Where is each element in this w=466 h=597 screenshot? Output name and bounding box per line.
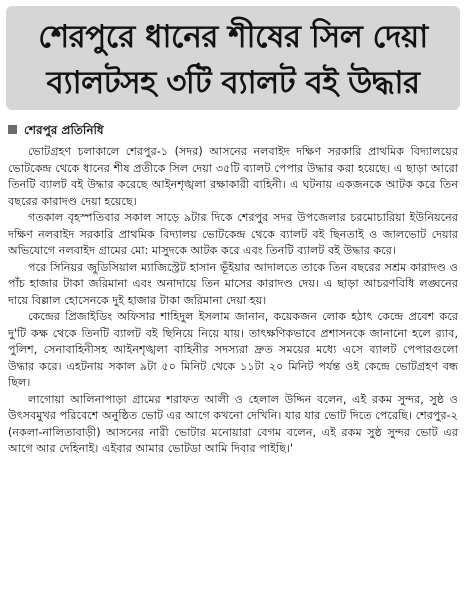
paragraph-3: পরে সিনিয়র জুডিসিয়াল ম্যাজিস্ট্রেট হাসান ভূঁইয়ার আদালতে তাকে তিন বছরের সশ্রম কারাদণ্ড ও পাঁচ হাজার টাকা জরিমানা এবং অনাদায়ে তিন মাসের কারাদণ্ড দেয়। এ ছাড়া আচরণবিধি লঙ্ঘনের দায়ে বিল্লাল হোসেনকে দুই হাজার টাকা জরিমানা দেয়া হয়।	[8, 260, 458, 307]
headline-line-1: শেরপুরে ধানের শীষের সিল দেয়া	[38, 19, 428, 55]
article-body	[8, 144, 458, 458]
bullet-square-icon	[8, 125, 17, 134]
paragraph-2: গতকাল বৃহস্পতিবার সকাল সাড়ে ৯টার দিকে শেরপুর সদর উপজেলার চরমোচারিয়া ইউনিয়নের দক্ষিণ নলবাইদ সরকারি প্রাথমিক বিদ্যালয় ভোটকেন্দ্র থেকে ব্যালট বই ছিনতাই ও জালভোট দেয়ার অভিযোগে নলবাইদ গ্রামের মো: মাসুদকে আটক করে এবং তিনটি ব্যালট বই উদ্ধার করে।	[8, 211, 458, 257]
headline-line-2: ব্যালটসহ ৩টি ব্যালট বই উদ্ধার	[46, 65, 420, 101]
paragraph-5: লাগোয়া আলিনাপাড়া গ্রামের শরাফত আলী ও হেলাল উদ্দিন বলেন, এই রকম সুন্দর, সুষ্ঠ ও উৎসবমুখর পরিবেশে অনুষ্ঠিত ভোট এর আগে কখনো দেখিনি। যার যার ভোট দিতে পেরেছি। শেরপুর-২ (নকলা-নালিতাবাড়ী) আসনের নারী ভোটার মনোয়ারা বেগম বলেন, এই রকম সুষ্ঠ সুন্দর ভোট এর আগে আর দেহিনাই। এইবার আমার ভোটডা আমি দিবার পাইছি।'	[8, 392, 458, 455]
paragraph-1: ভোটগ্রহণ চলাকালে শেরপুর-১ (সদর) আসনের নলবাইদ দক্ষিণ সরকারি প্রাথমিক বিদ্যালয়ের ভোটকেন্দ্র থেকে ধানের শীষ প্রতীকে সিল দেয়া ৩৫টি ব্যালট পেপার উদ্ধার করা হয়েছে। এ ছাড়া আরো তিনটি ব্যালট বই উদ্ধার করেছে আইনশৃঙ্খলা রক্ষাকারী বাহিনী। এ ঘটনায় একজনকে আটক করে তিন বছরের কারাদণ্ড দেয়া হয়েছে।	[8, 145, 458, 208]
byline	[8, 122, 104, 138]
byline-text: শেরপুর প্রতিনিধি	[24, 123, 104, 137]
headline-box	[6, 6, 460, 110]
paragraph-4: কেন্দ্রের প্রিজাইডিং অফিসার শাহিদুল ইসলাম জানান, কয়েকজন লোক হঠাৎ কেন্দ্রে প্রবেশ করে দু'টি কক্ষ থেকে তিনটি ব্যালট বই ছিনিয়ে নিয়ে যায়। তাৎক্ষণিকভাবে প্রশাসনকে জানানো হলে র‍্যাব, পুলিশ, সেনাবাহিনীসহ আইনশৃঙ্খলা বাহিনীর সদস্যরা দ্রুত সময়ের মধ্যে এসে ব্যালট পেপারগুলো উদ্ধার করে। এহটনায় সকাল ৯টা ৫০ মিনিট থেকে ১১টা ২০ মিনিট পর্যন্ত ওই কেন্দ্রে ভোটগ্রহণ বন্ধ ছিল।	[8, 310, 458, 389]
